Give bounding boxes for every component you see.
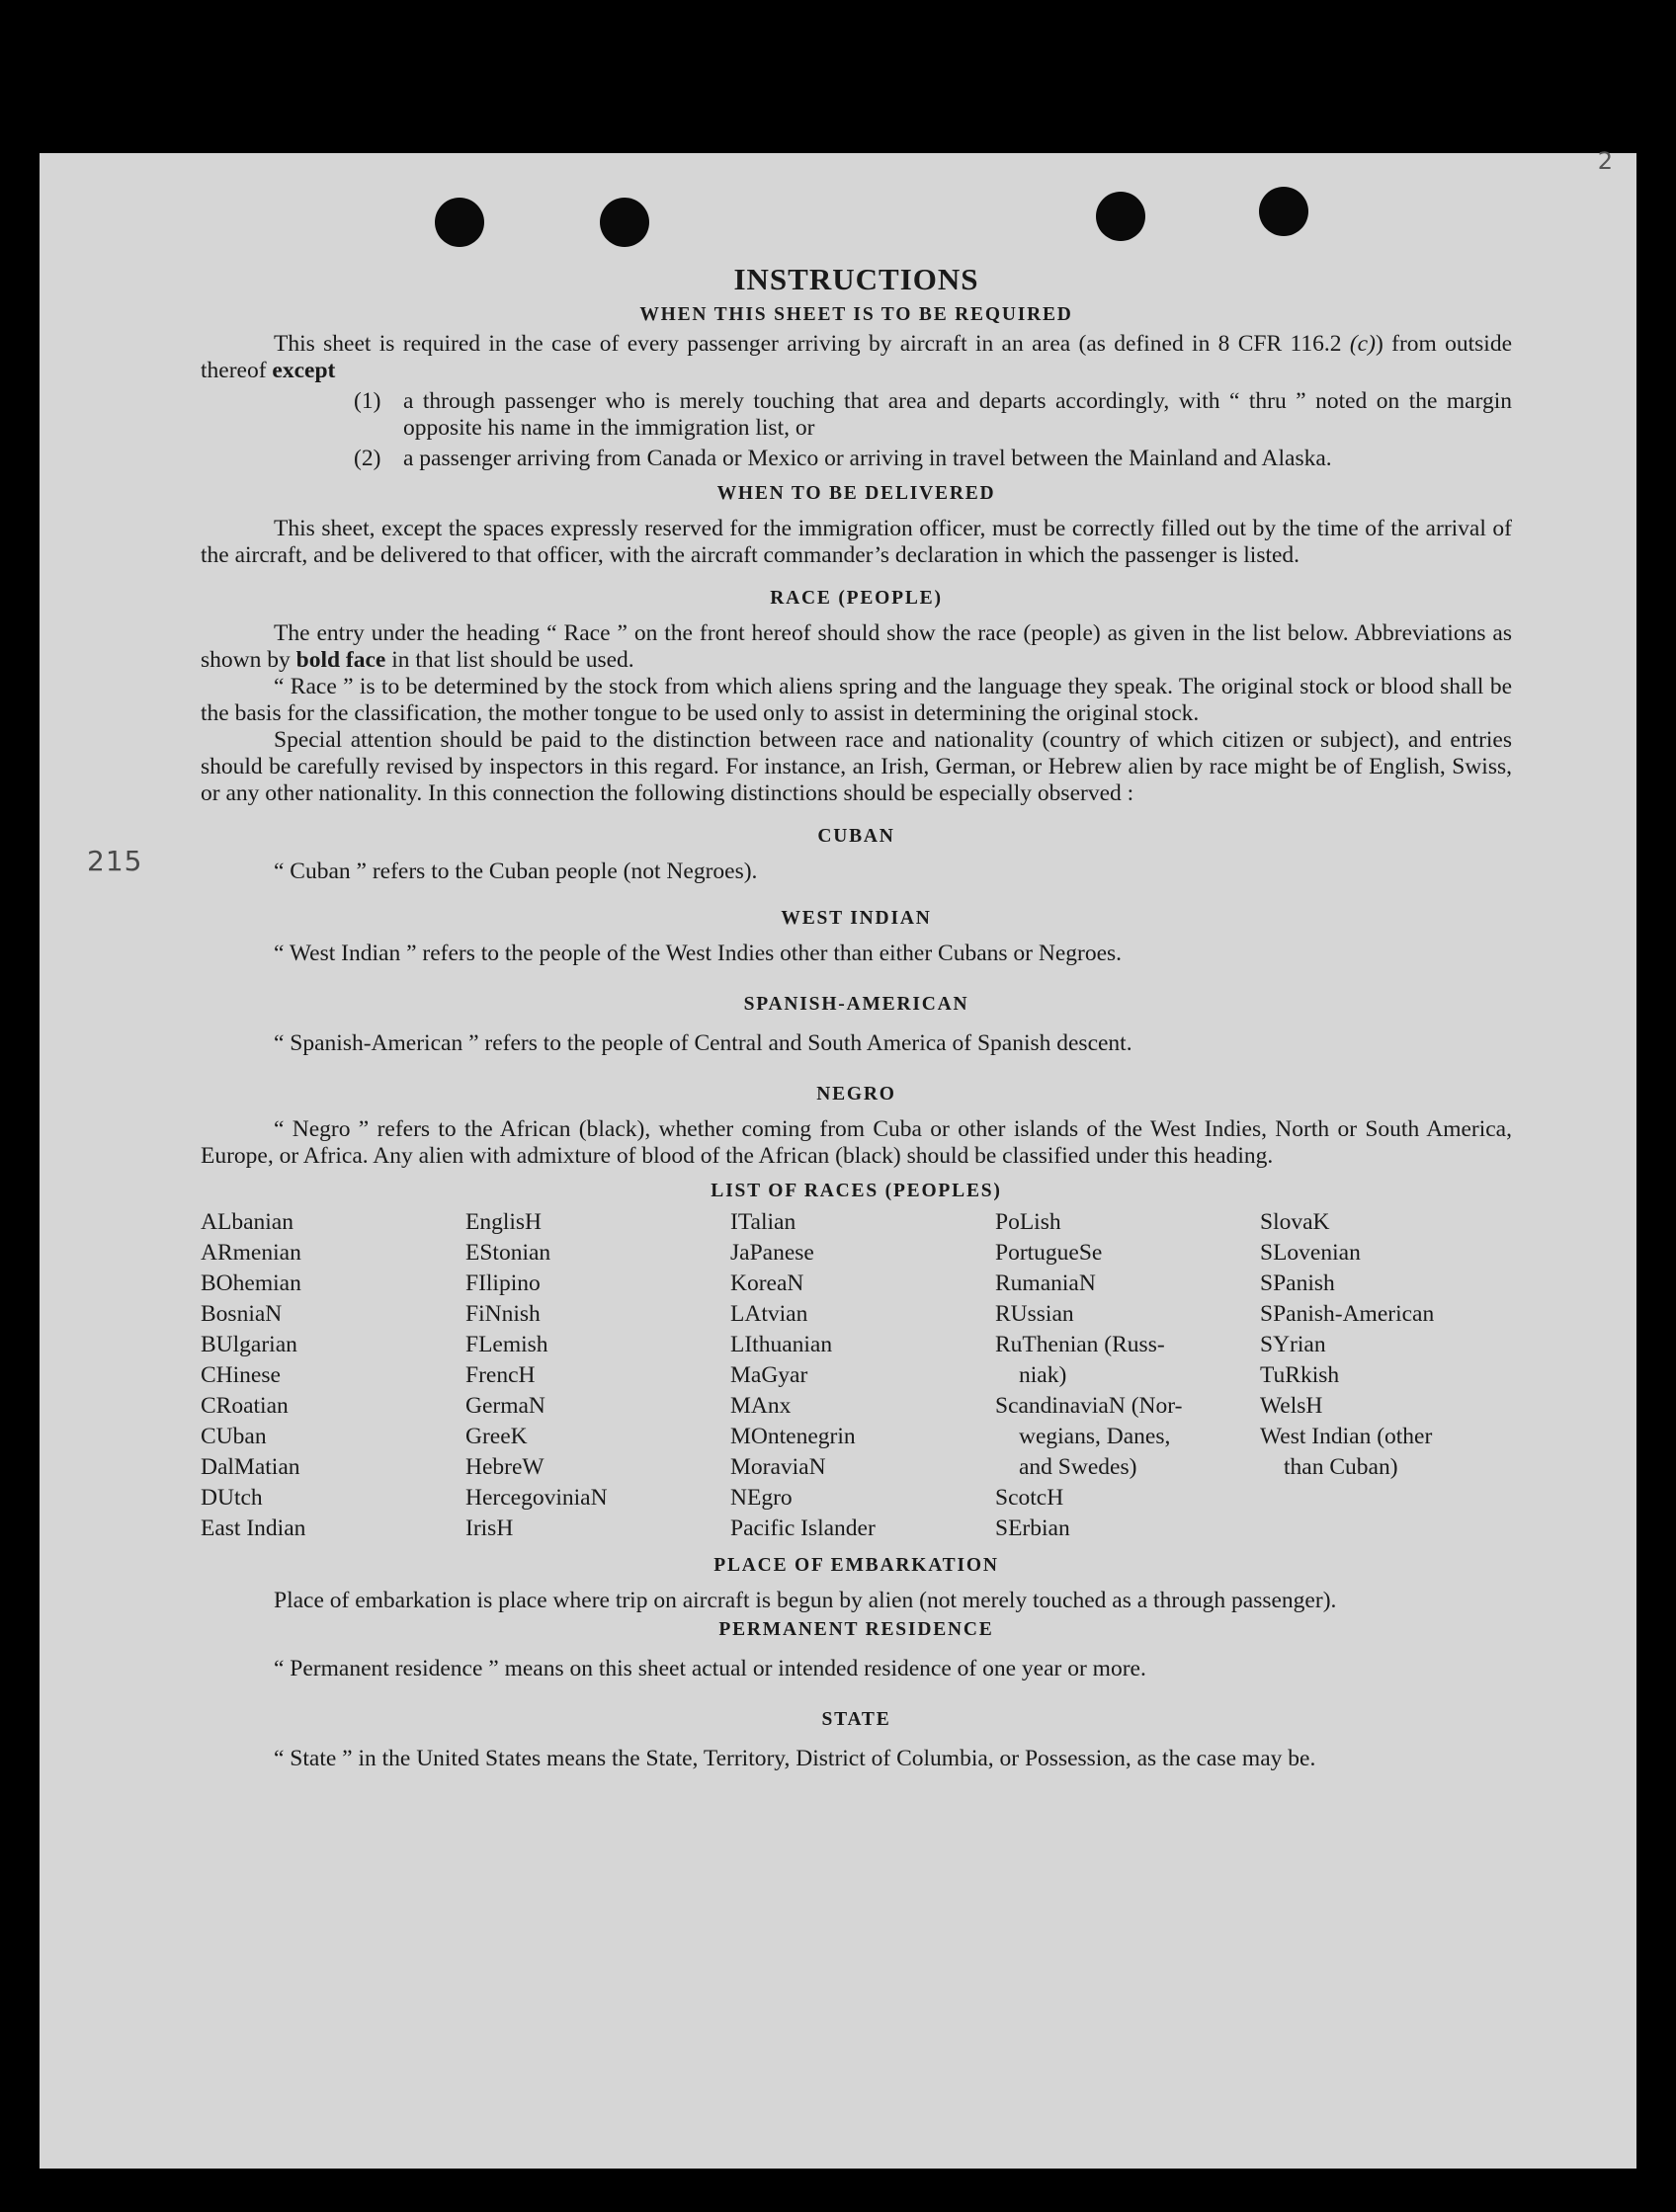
exception-item: (1) a through passenger who is merely touching that area and departs accordingly, with “ thru ” noted on the margin opposite his name in the immigration list, or [354,388,1512,441]
race-entry: PortugueSe [995,1240,1103,1266]
race-entry: IrisH [465,1516,514,1541]
race-entry: RuThenian (Russ- [995,1332,1165,1357]
spanish-american-text: “ Spanish-American ” refers to the people of Central and South America of Spanish descent. [274,1030,1132,1056]
punch-hole [1259,187,1308,236]
races-list [201,1207,1512,1544]
cuban-text: “ Cuban ” refers to the Cuban people (not Negroes). [274,859,758,884]
residence-text: “ Permanent residence ” means on this sheet actual or intended residence of one year or more. [274,1656,1146,1681]
race-entry: FrencH [465,1362,536,1388]
races-column [1260,1207,1512,1544]
punch-hole [435,198,484,247]
race-entry: MoraviaN [730,1454,826,1480]
page-number: 2 [1597,147,1613,175]
race-entry: SErbian [995,1516,1070,1541]
race-entry: ScandinaviaN (Nor- [995,1393,1183,1419]
race-entry: wegians, Danes, [1019,1424,1171,1449]
page-title: INSTRUCTIONS [733,262,979,296]
section-heading-cuban: CUBAN [817,826,895,847]
west-indian-text: “ West Indian ” refers to the people of the West Indies other than either Cubans or Negroes. [274,941,1123,966]
race-entry: SPanish [1260,1270,1335,1296]
race-entry: FLemish [465,1332,548,1357]
section-heading-residence: PERMANENT RESIDENCE [718,1619,994,1640]
race-entry: FiNnish [465,1301,541,1327]
race-entry: and Swedes) [1019,1454,1137,1480]
section-heading-west-indian: WEST INDIAN [781,908,932,929]
margin-handwritten-number: 215 [87,845,143,877]
punch-hole [600,198,649,247]
races-column [730,1207,995,1544]
race-entry: CUban [201,1424,267,1449]
race-entry: ARmenian [201,1240,301,1266]
race-entry: GermaN [465,1393,545,1419]
state-text: “ State ” in the United States means the State, Territory, District of Columbia, or Possession, as the case may be. [274,1746,1316,1771]
section-heading-state: STATE [821,1709,891,1730]
race-entry: TuRkish [1260,1362,1340,1388]
race-entry: RUssian [995,1301,1074,1327]
race-paragraph-1: The entry under the heading “ Race ” on the front hereof should show the race (people) as given in the list below. Abbreviations as shown by bold face in that list should be used. [201,620,1512,673]
race-entry: CHinese [201,1362,281,1388]
race-entry: CRoatian [201,1393,289,1419]
race-entry: GreeK [465,1424,528,1449]
race-entry: West Indian (other [1260,1424,1433,1449]
race-entry: LIthuanian [730,1332,833,1357]
section-heading-embarkation: PLACE OF EMBARKATION [713,1555,999,1576]
race-entry: HercegoviniaN [465,1485,608,1511]
race-entry: Pacific Islander [730,1516,876,1541]
races-column [201,1207,465,1544]
race-entry: FIlipino [465,1270,541,1296]
race-entry: ITalian [730,1209,796,1235]
exception-item: (2) a passenger arriving from Canada or Mexico or arriving in travel between the Mainland and Alaska. [354,446,1332,471]
race-entry: than Cuban) [1284,1454,1398,1480]
races-column [465,1207,730,1544]
race-entry: BosniaN [201,1301,283,1327]
race-entry: LAtvian [730,1301,808,1327]
race-entry: MOntenegrin [730,1424,856,1449]
race-entry: EStonian [465,1240,551,1266]
section-heading-required: WHEN THIS SHEET IS TO BE REQUIRED [639,304,1073,325]
race-entry: BOhemian [201,1270,301,1296]
race-entry: MAnx [730,1393,792,1419]
punch-hole [1096,192,1145,241]
race-entry: SPanish-American [1260,1301,1435,1327]
race-entry: ScotcH [995,1485,1064,1511]
race-entry: PoLish [995,1209,1061,1235]
section-heading-negro: NEGRO [816,1084,896,1105]
race-entry: JaPanese [730,1240,814,1266]
race-entry: niak) [1019,1362,1067,1388]
section-heading-spanish-american: SPANISH-AMERICAN [743,994,969,1015]
race-paragraph-3: Special attention should be paid to the distinction between race and nationality (country of which citizen or subject), and entries should be carefully revised by inspectors in this regard. For instance, an Irish, German, or Hebrew alien by race might be of English, Swiss, or any other nationality. In this connection the following distinctions should be especially observed : [201,727,1512,806]
race-entry: DUtch [201,1485,263,1511]
document-page [40,147,1636,2169]
race-entry: ALbanian [201,1209,293,1235]
race-entry: KoreaN [730,1270,804,1296]
races-column [995,1207,1260,1544]
race-paragraph-2: “ Race ” is to be determined by the stock from which aliens spring and the language they speak. The original stock or blood shall be the basis for the classification, the mother tongue to be used only to assist in determining the original stock. [201,674,1512,726]
required-intro: This sheet is required in the case of every passenger arriving by aircraft in an area (as defined in 8 CFR 116.2 (c)) from outside thereof except [201,331,1513,383]
race-entry: NEgro [730,1485,793,1511]
negro-text: “ Negro ” refers to the African (black), whether coming from Cuba or other islands of the West Indies, North or South America, Europe, or Africa. Any alien with admixture of blood of the African (black) should be classified under this heading. [201,1116,1512,1169]
instructions-content [201,262,1512,1772]
race-entry: East Indian [201,1516,306,1541]
embarkation-text: Place of embarkation is place where trip on aircraft is begun by alien (not merely touched as a through passenger). [274,1588,1337,1613]
race-entry: WelsH [1260,1393,1323,1419]
race-entry: DalMatian [201,1454,300,1480]
race-entry: EnglisH [465,1209,543,1235]
section-heading-race: RACE (PEOPLE) [770,588,943,609]
section-heading-delivered: WHEN TO BE DELIVERED [716,483,996,504]
race-entry: RumaniaN [995,1270,1096,1296]
race-entry: SlovaK [1260,1209,1330,1235]
race-entry: MaGyar [730,1362,808,1388]
race-entry: SLovenian [1260,1240,1361,1266]
delivered-text: This sheet, except the spaces expressly reserved for the immigration officer, must be correctly filled out by the time of the arrival of the aircraft, and be delivered to that officer, with the aircraft commander’s declaration in which the passenger is listed. [201,516,1512,568]
section-heading-races-list: LIST OF RACES (PEOPLES) [711,1181,1002,1201]
race-entry: HebreW [465,1454,545,1480]
race-entry: SYrian [1260,1332,1326,1357]
race-entry: BUlgarian [201,1332,297,1357]
